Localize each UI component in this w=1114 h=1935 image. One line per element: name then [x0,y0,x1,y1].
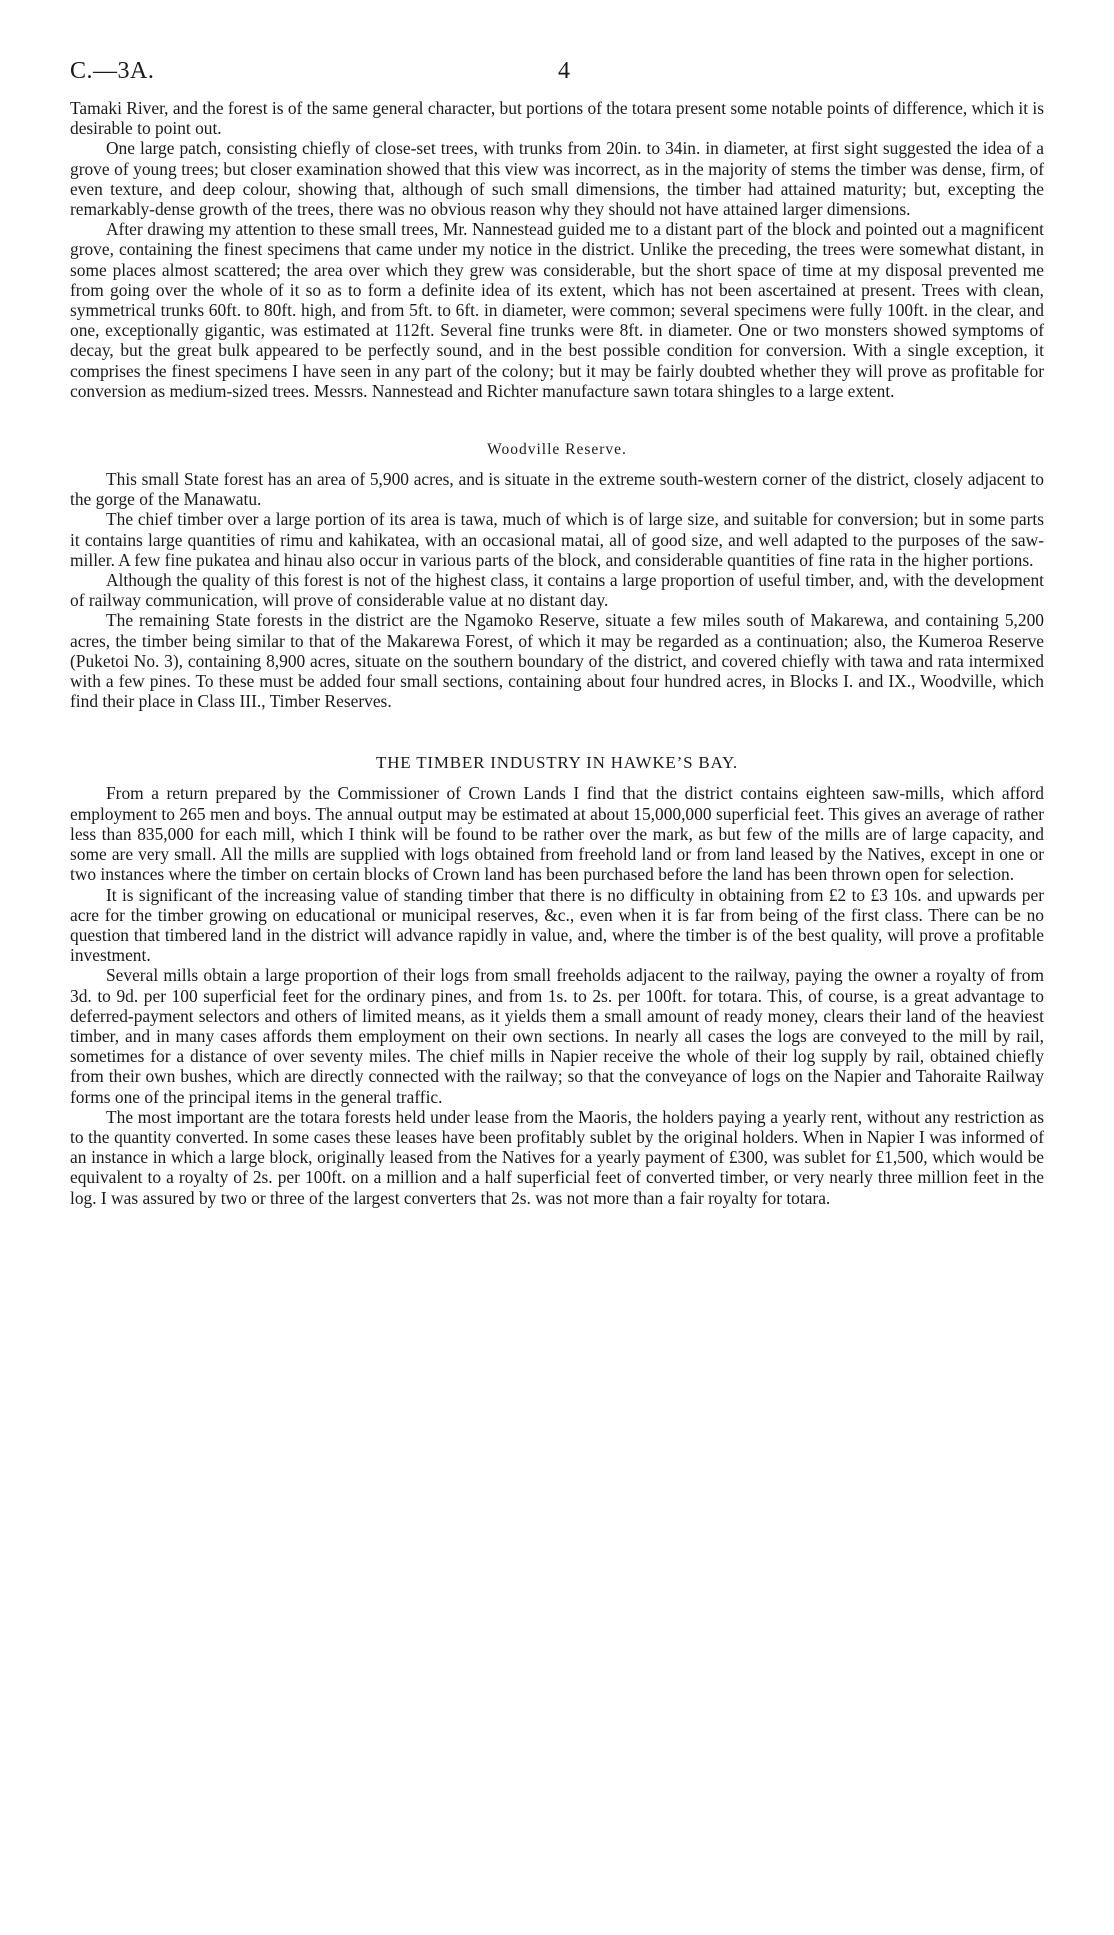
page-number: 4 [558,58,570,84]
paragraph: After drawing my attention to these small trees, Mr. Nannestead guided me to a distant part of the block and pointed out a magnificent grove, containing the finest specimens that came under my notice in the district. Unlike the preceding, the trees were somewhat distant, in some places almost scattered; the area over which they grew was considerable, but the short space of time at my disposal prevented me from going over the whole of it so as to form a definite idea of its extent, which has not been ascertained at present. Trees with clean, symmetrical trunks 60ft. to 80ft. high, and from 5ft. to 6ft. in diameter, were common; several specimens were fully 100ft. in the clear, and one, exceptionally gigantic, was estimated at 112ft. Several fine trunks were 8ft. in diameter. One or two monsters showed symptoms of decay, but the great bulk appeared to be perfectly sound, and in the best possible condition for conversion. With a single exception, it comprises the finest specimens I have seen in any part of the colony; but it may be fairly doubted whether they will prove as profitable for conversion as medium-sized trees. Messrs. Nannestead and Richter manufacture sawn totara shingles to a large extent. [70,219,1044,401]
timber-industry-section [70,753,1044,1207]
paragraph: One large patch, consisting chiefly of close-set trees, with trunks from 20in. to 34in. in diameter, at first sight suggested the idea of a grove of young trees; but closer examination showed that this view was incorrect, as in the majority of stems the timber was dense, firm, of even texture, and deep colour, showing that, although of such small dimensions, the timber had attained maturity; but, excepting the remarkably-dense growth of the trees, there was no obvious reason why they should not have attained larger dimensions. [70,138,1044,220]
paragraph: From a return prepared by the Commissioner of Crown Lands I find that the district contains eighteen saw-mills, which afford employment to 265 men and boys. The annual output may be estimated at about 15,000,000 superficial feet. This gives an average of rather less than 835,000 for each mill, which I think will be found to be rather over the mark, as but few of the mills are of large capacity, and some are very small. All the mills are supplied with logs obtained from freehold land or from land leased by the Natives, except in one or two instances where the timber on certain blocks of Crown land has been purchased before the land has been thrown open for selection. [70,783,1044,885]
woodville-heading: Woodville Reserve. [487,441,627,459]
document-reference: C.—3A. [70,58,155,84]
timber-industry-heading: THE TIMBER INDUSTRY IN HAWKE’S BAY. [376,753,738,773]
paragraph: The remaining State forests in the district are the Ngamoko Reserve, situate a few miles south of Makarewa, and containing 5,200 acres, the timber being similar to that of the Makarewa Forest, of which it may be regarded as a continuation; also, the Kumeroa Reserve (Puketoi No. 3), containing 8,900 acres, situate on the southern boundary of the district, and covered chiefly with tawa and rata intermixed with a few pines. To these must be added four small sections, containing about four hundred acres, in Blocks I. and IX., Woodville, which find their place in Class III., Timber Reserves. [70,610,1044,712]
paragraph: The most important are the totara forests held under lease from the Maoris, the holders paying a yearly rent, without any restriction as to the quantity converted. In some cases these leases have been profitably sublet by the original holders. When in Napier I was informed of an instance in which a large block, originally leased from the Natives for a yearly payment of £300, was sublet for £1,500, which would be equivalent to a royalty of 2s. per 100ft. on a million and a half superficial feet of converted timber, or very nearly three million feet in the log. I was assured by two or three of the largest converters that 2s. was not more than a fair royalty for totara. [70,1106,1044,1208]
woodville-section [70,441,1044,711]
running-header [70,58,1044,98]
paragraph: Tamaki River, and the forest is of the same general character, but portions of the totara present some notable points of difference, which it is desirable to point out. [70,98,1045,139]
intro-section [70,98,1044,401]
paragraph: It is significant of the increasing value of standing timber that there is no difficulty in obtaining from £2 to £3 10s. and upwards per acre for the timber growing on educational or municipal reserves, &c., even when it is far from being of the first class. There can be no question that timbered land in the district will advance rapidly in value, and, where the timber is of the best quality, will prove a profitable investment. [70,884,1044,966]
paragraph: Although the quality of this forest is not of the highest class, it contains a large proportion of useful timber, and, with the development of railway communication, will prove of considerable value at no distant day. [70,570,1044,611]
paragraph: Several mills obtain a large proportion of their logs from small freeholds adjacent to the railway, paying the owner a royalty of from 3d. to 9d. per 100 superficial feet for the ordinary pines, and from 1s. to 2s. per 100ft. for totara. This, of course, is a great advantage to deferred-payment selectors and others of limited means, as it yields them a small amount of ready money, clears their land of the heaviest timber, and in many cases affords them employment on their own sections. In nearly all cases the logs are conveyed to the mill by rail, sometimes for a distance of over seventy miles. The chief mills in Napier receive the whole of their log supply by rail, obtained chiefly from their own bushes, which are directly connected with the railway; so that the conveyance of logs on the Napier and Tahoraite Railway forms one of the principal items in the general traffic. [70,965,1044,1107]
paragraph: The chief timber over a large portion of its area is tawa, much of which is of large size, and suitable for conversion; but in some parts it contains large quantities of rimu and kahikatea, with an occasional matai, all of good size, and well adapted to the purposes of the saw-miller. A few fine pukatea and hinau also occur in various parts of the block, and considerable quantities of fine rata in the higher portions. [70,509,1044,570]
paragraph: This small State forest has an area of 5,900 acres, and is situate in the extreme south-western corner of the district, closely adjacent to the gorge of the Manawatu. [70,469,1044,510]
